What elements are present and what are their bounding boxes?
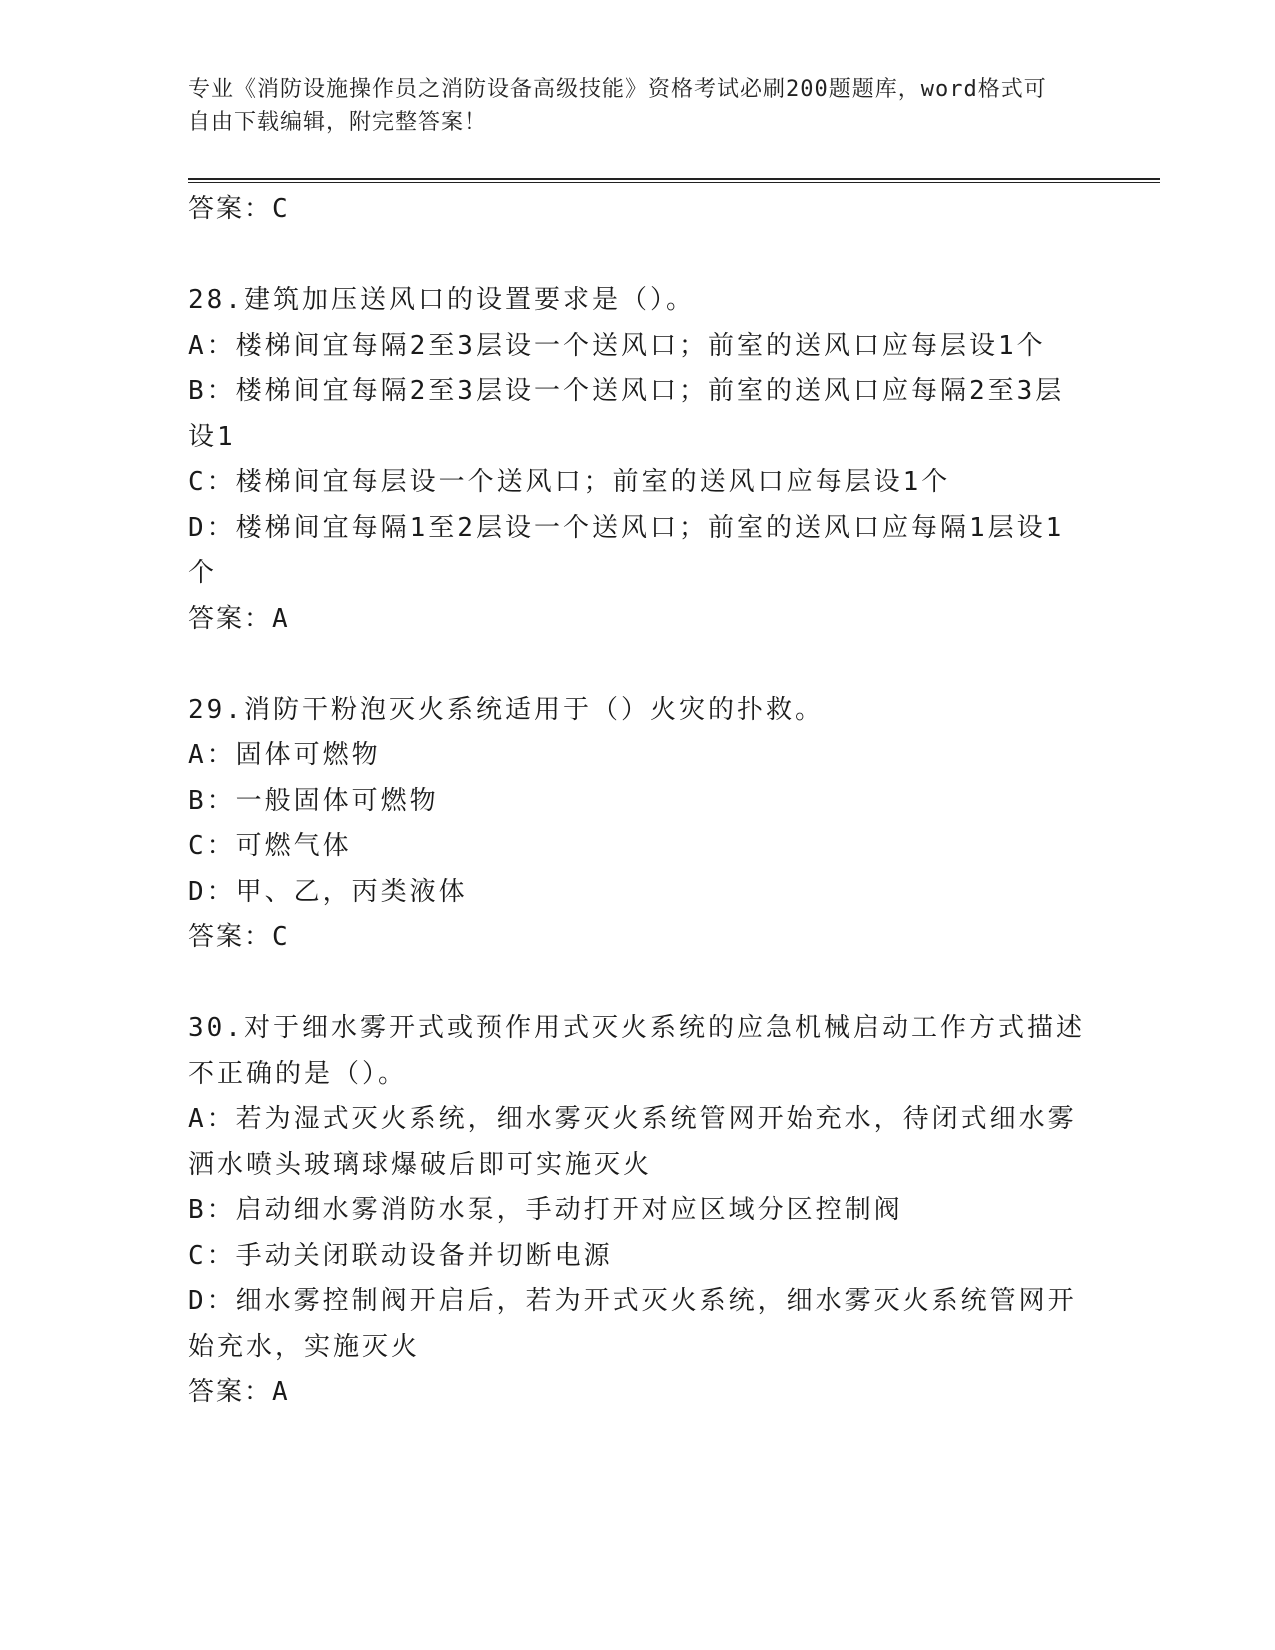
answer: 答案：A bbox=[188, 1377, 290, 1407]
option-d: D：细水雾控制阀开启后，若为开式灭火系统，细水雾灭火系统管网开始充水，实施灭火 bbox=[188, 1286, 1077, 1362]
option-b: B：楼梯间宜每隔2至3层设一个送风口；前室的送风口应每隔2至3层设1 bbox=[188, 376, 1065, 452]
option-c: C：楼梯间宜每层设一个送风口；前室的送风口应每层设1个 bbox=[188, 467, 951, 497]
answer: 答案：A bbox=[188, 603, 290, 634]
question-30 bbox=[188, 1006, 1088, 1416]
option-a: A：固体可燃物 bbox=[188, 740, 381, 770]
document-title: 专业《消防设施操作员之消防设备高级技能》资格考试必刷200题题库，word格式可自由下载编辑，附完整答案！ bbox=[188, 77, 1047, 135]
header-divider bbox=[188, 178, 1160, 183]
option-b: B：一般固体可燃物 bbox=[188, 785, 439, 816]
option-c: C：手动关闭联动设备并切断电源 bbox=[188, 1240, 613, 1271]
option-a: A：若为湿式灭火系统，细水雾灭火系统管网开始充水，待闭式细水雾洒水喷头玻璃球爆破后即可实施灭火 bbox=[188, 1104, 1077, 1180]
option-d: D：甲、乙，丙类液体 bbox=[188, 876, 468, 907]
question-stem: 29.消防干粉泡灭火系统适用于（）火灾的扑救。 bbox=[188, 694, 824, 725]
option-a: A：楼梯间宜每隔2至3层设一个送风口；前室的送风口应每层设1个 bbox=[188, 330, 1046, 361]
question-stem: 30.对于细水雾开式或预作用式灭火系统的应急机械启动工作方式描述不正确的是（）。 bbox=[188, 1013, 1085, 1089]
answer: 答案：C bbox=[188, 922, 290, 952]
previous-answer: 答案：C bbox=[188, 194, 290, 224]
option-c: C：可燃气体 bbox=[188, 831, 352, 861]
option-b: B：启动细水雾消防水泵，手动打开对应区域分区控制阀 bbox=[188, 1195, 903, 1225]
page-header bbox=[188, 73, 1068, 139]
question-29 bbox=[188, 688, 1088, 961]
question-28 bbox=[188, 278, 1088, 642]
question-stem: 28.建筑加压送风口的设置要求是（）。 bbox=[188, 285, 695, 315]
option-d: D：楼梯间宜每隔1至2层设一个送风口；前室的送风口应每隔1层设1个 bbox=[188, 512, 1065, 588]
question-list bbox=[188, 187, 1088, 1416]
